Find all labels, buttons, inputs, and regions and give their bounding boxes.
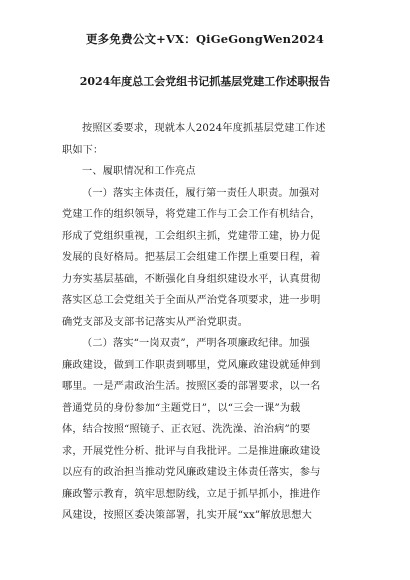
body-line: 力夯实基层基础，不断强化自身组织建设水平，认真贯彻 — [62, 273, 321, 285]
body-paragraph-1 — [62, 183, 362, 334]
body-line: 以应有的政治担当推动党风廉政建设主体责任落实，参与 — [62, 467, 321, 478]
body-line: 职如下： — [62, 144, 104, 156]
body-line: 廉政警示教育，筑牢思想防线，立足于抓早抓小，推进作 — [62, 488, 321, 500]
document-title: 2024年度总工会党组书记抓基层党建工作述职报告 — [79, 75, 331, 88]
body-line: 体，结合按照“照镜子、正衣冠、洗洗澡、治治病”的要 — [62, 424, 311, 435]
body-line: 党建工作的组织领导，将党建工作与工会工作有机结合， — [62, 209, 321, 220]
section-heading — [62, 161, 362, 183]
body-paragraph-intro — [62, 118, 362, 161]
body-paragraph-2 — [62, 333, 362, 527]
body-line: 发展的良好格局。把基层工会组建工作摆上重要日程，着 — [62, 252, 321, 263]
body-line: 按照区委要求，现就本人2024年度抓基层党建工作述 — [82, 123, 326, 134]
body-line: 形成了党组织重视，工会组织主抓，党建带工建，协力促 — [62, 230, 321, 242]
body-line: 确党支部及支部书记落实从严治党职责。 — [62, 316, 249, 328]
section-heading-line: 一、履职情况和工作亮点 — [82, 166, 196, 177]
body-line: （二）落实“一岗双责”，严明各项廉政纪律。加强 — [82, 338, 310, 349]
body-line: 落实区总工会党组关于全面从严治党各项要求，进一步明 — [62, 295, 321, 306]
body-line: 求，开展党性分析、批评与自我批评。二是推进廉政建设 — [62, 445, 321, 457]
body-line: 风建设，按照区委决策部署，扎实开展“xx”解放思想大 — [62, 510, 312, 521]
promo-header: 更多免费公文+VX：QiGeGongWen2024 — [85, 32, 325, 46]
body-line: 普通党员的身份参加“主题党日”，以“三会一课”为载 — [62, 402, 301, 414]
body-line: （一）落实主体责任，履行第一责任人职责。加强对 — [82, 187, 320, 199]
body-line: 哪里。一是严肃政治生活。按照区委的部署要求，以一名 — [62, 381, 321, 392]
body-line: 廉政建设，做到工作职责到哪里，党风廉政建设就延伸到 — [62, 359, 321, 371]
